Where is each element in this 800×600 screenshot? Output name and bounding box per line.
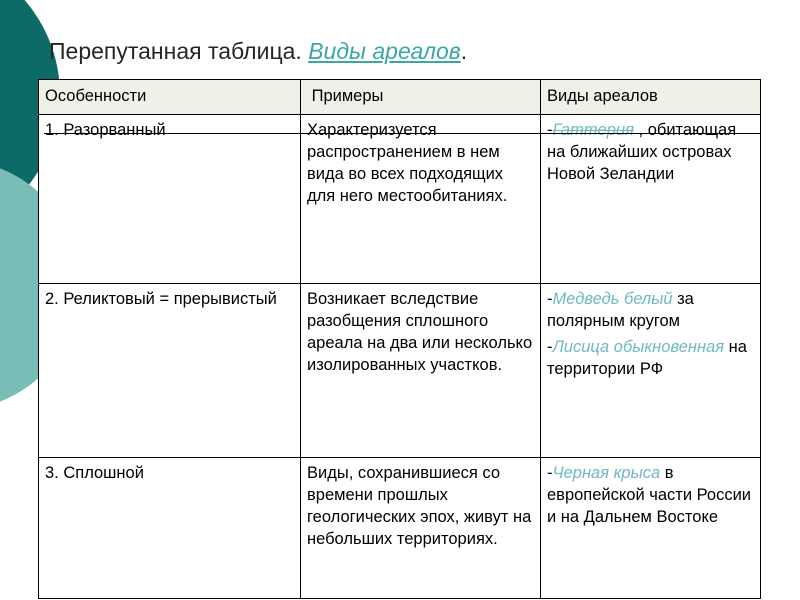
- species-note: за полярным кругом: [547, 290, 694, 330]
- dash: -: [547, 290, 553, 308]
- species-link[interactable]: Медведь белый: [552, 290, 673, 308]
- cell-feature: 1. Разорванный: [39, 115, 301, 284]
- cell-areal: [541, 458, 761, 599]
- table-row: [39, 458, 761, 599]
- species-note: на территории РФ: [547, 338, 747, 378]
- species-link[interactable]: Черная крыса: [552, 464, 661, 482]
- stray-divider-line: [44, 133, 760, 134]
- cell-feature: 3. Сплошной: [39, 458, 301, 599]
- areal-types-table: [38, 79, 761, 599]
- header-features: Особенности: [39, 80, 301, 115]
- slide-title: [49, 38, 467, 65]
- cell-areal: [541, 284, 761, 458]
- species-note: , обитающая на ближайших островах Новой Зеландии: [547, 121, 737, 183]
- cell-areal: [541, 115, 761, 284]
- cell-example: Виды, сохранившиеся со времени прошлых геологических эпох, живут на небольших территориях.: [301, 458, 541, 599]
- header-areal-types: Виды ареалов: [541, 80, 761, 115]
- table-header-row: [39, 80, 761, 115]
- title-link[interactable]: Виды ареалов: [308, 38, 461, 64]
- cell-example: Характеризуется распространением в нем вида во всех подходящих для него местообитаниях.: [301, 115, 541, 284]
- dash: -: [547, 121, 553, 139]
- dash: -: [547, 338, 553, 356]
- title-text: Перепутанная таблица.: [49, 38, 309, 64]
- areal-second-entry: [547, 336, 754, 380]
- species-link[interactable]: Лисица обыкновенная: [552, 338, 725, 356]
- table-row: [39, 284, 761, 458]
- table-row: [39, 115, 761, 284]
- header-examples: Примеры: [301, 80, 541, 115]
- dash: -: [547, 464, 553, 482]
- species-note: в европейской части России и на Дальнем Востоке: [547, 464, 752, 526]
- species-link[interactable]: Гаттерия: [552, 121, 634, 139]
- cell-example: Возникает вследствие разобщения сплошного ареала на два или несколько изолированных участков.: [301, 284, 541, 458]
- title-suffix: .: [460, 38, 468, 64]
- cell-feature: 2. Реликтовый = прерывистый: [39, 284, 301, 458]
